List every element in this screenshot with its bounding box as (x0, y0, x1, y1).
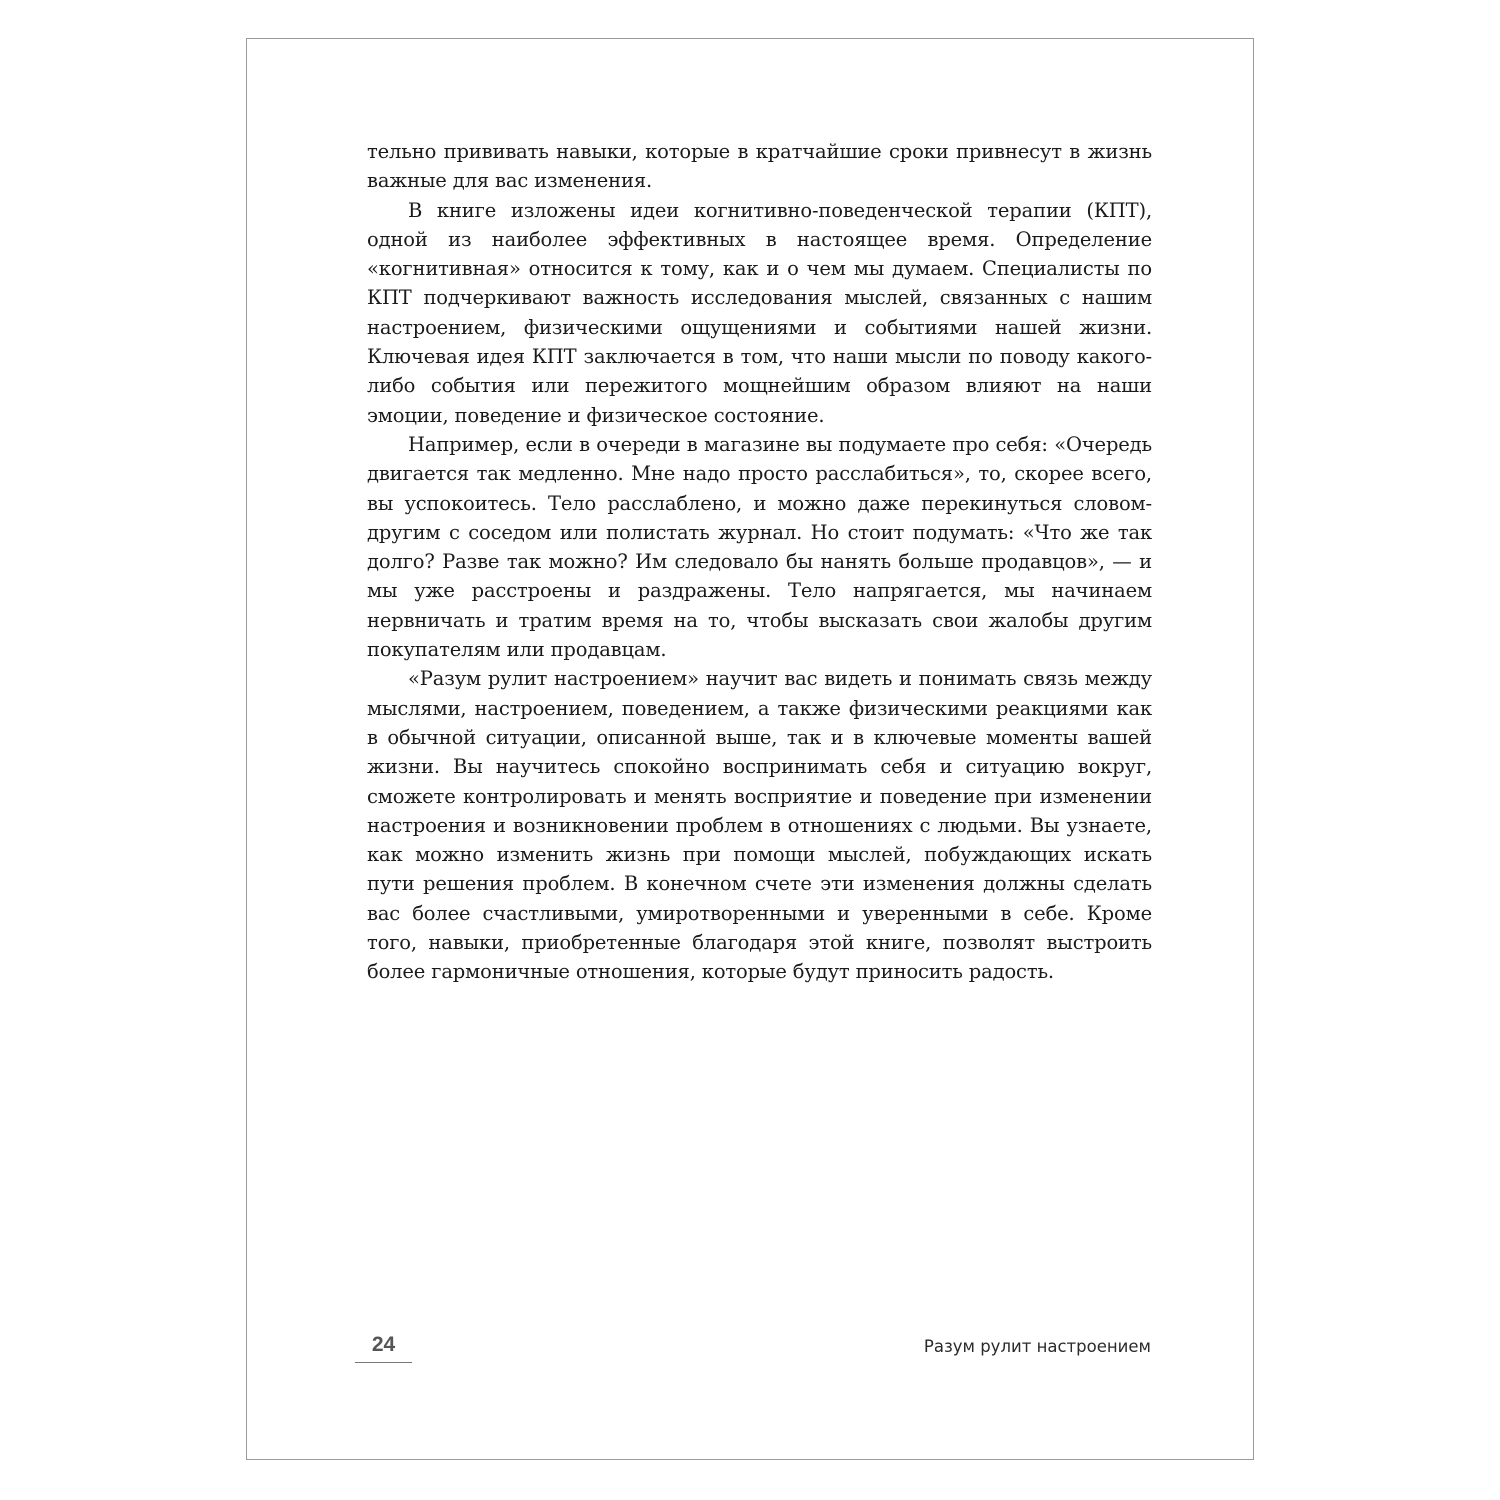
book-page (246, 38, 1254, 1460)
paragraph: В книге изложены идеи когнитивно-поведенческой терапии (КПТ), одной из наиболее эффективных в настоящее время. Определение «когнитивная» относится к тому, как и о чем мы думаем. Специалисты по КПТ подчеркивают важность исследования мыслей, связанных с нашим настроением, физическими ощущениями и событиями нашей жизни. Ключевая идея КПТ заключается в том, что наши мысли по поводу какого-либо события или пережитого мощнейшим образом влияют на наши эмоции, поведение и физическое состояние. (367, 198, 1152, 427)
page-number: 24 (371, 1333, 396, 1356)
paragraph: Например, если в очереди в магазине вы подумаете про себя: «Очередь двигается так медленно. Мне надо просто расслабиться», то, скорее всего, вы успокоитесь. Тело расслаблено, и можно даже перекинуться словом-другим с соседом или полистать журнал. Но стоит подумать: «Что же так долго? Разве так можно? Им следовало бы нанять больше продавцов», — и мы уже расстроены и раздражены. Тело напрягается, мы начинаем нервничать и тратим время на то, чтобы высказать свои жалобы другим покупателям или продавцам. (367, 432, 1152, 662)
paragraph: «Разум рулит настроением» научит вас видеть и понимать связь между мыслями, настроением, поведением, а также физическими реакциями как в обычной ситуации, описанной выше, так и в ключевые моменты вашей жизни. Вы научитесь спокойно воспринимать себя и ситуацию вокруг, сможете контролировать и менять восприятие и поведение при изменении настроения и возникновении проблем в отношениях с людьми. Вы узнаете, как можно изменить жизнь при помощи мыслей, побуждающих искать пути решения проблем. В конечном счете эти изменения должны сделать вас более счастливыми, умиротворенными и уверенными в себе. Кроме того, навыки, приобретенные благодаря этой книге, позволят выстроить более гармоничные отношения, которые будут приносить радость. (367, 667, 1152, 984)
running-title: Разум рулит настроением (923, 1337, 1151, 1356)
page-number-rule (355, 1362, 412, 1363)
paragraph-continuation: тельно прививать навыки, которые в кратчайшие сроки привнесут в жизнь важные для вас изменения. (367, 140, 1152, 193)
body-text (367, 137, 1152, 987)
